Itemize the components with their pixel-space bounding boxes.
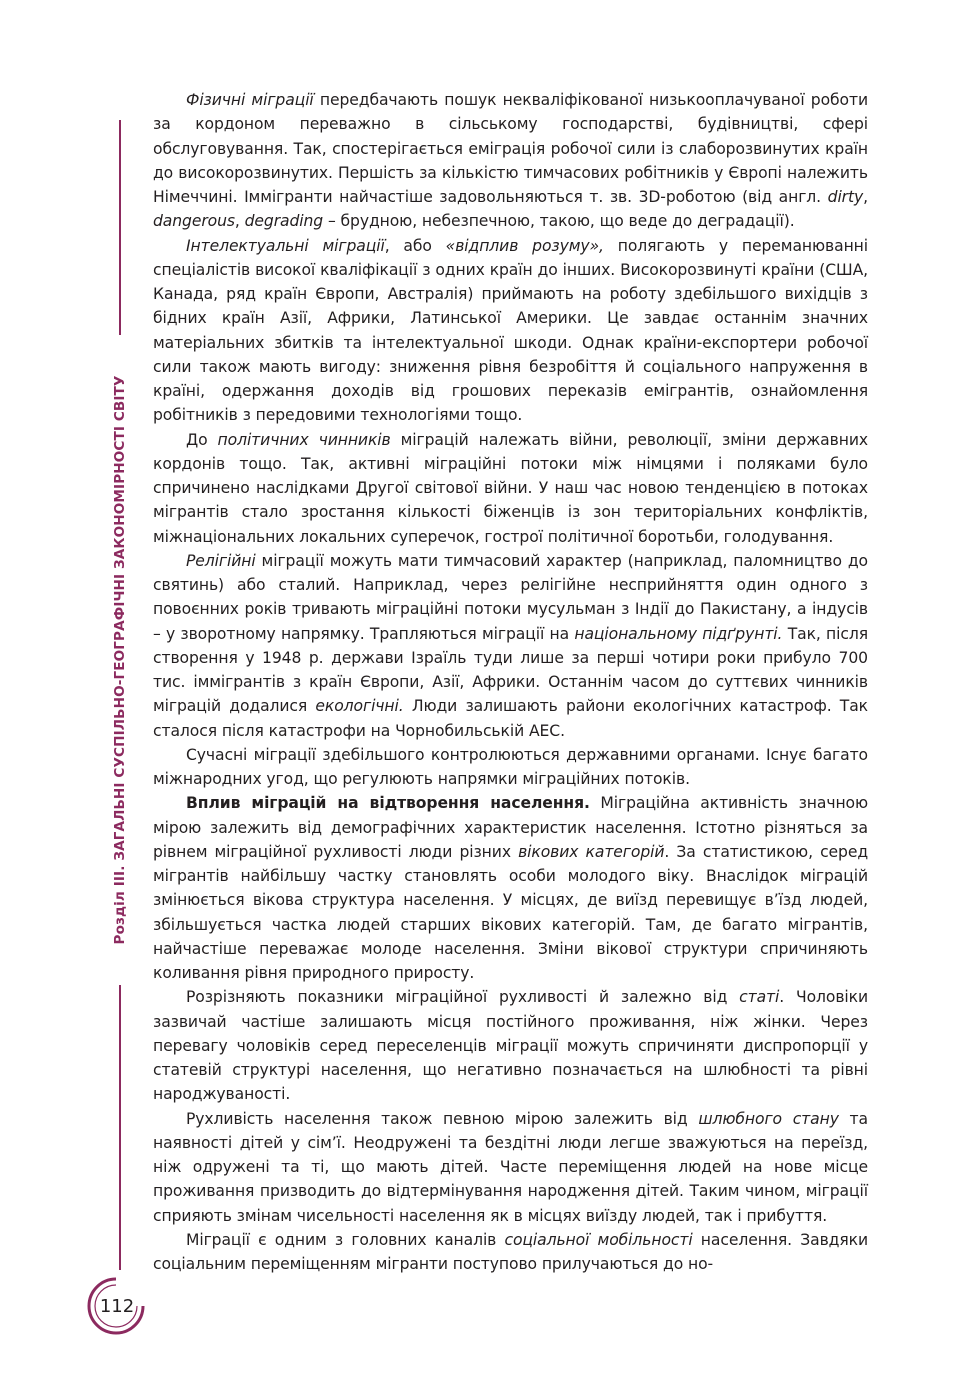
italic-run: Фізичні міграції (186, 91, 314, 109)
italic-run: «відплив розуму», (445, 236, 604, 255)
paragraph (153, 985, 868, 1106)
italic-run: Релігійні (186, 551, 256, 570)
text-run: Розрізняють показники міграційної рухливості й залежно від (186, 988, 740, 1007)
text-run: Міграції є одним з головних каналів (186, 1230, 505, 1249)
body-text (153, 88, 868, 1276)
paragraph (153, 428, 868, 549)
text-run: Люди залишають райони екологічних катастроф. Так сталося після катастрофи на Чорнобильській АЕС. (153, 697, 868, 740)
paragraph (153, 234, 868, 428)
italic-run: національному підґрунті. (574, 624, 783, 643)
text-run: та наявності дітей у сім’ї. Неодружені та бездітні люди легше зважуються на переїзд, ніж одружені та ті, що мають дітей. Часте переміщення людей на нове місце проживання призводить до відтермінування народження дітей. Таким чином, міграції сприяють змінам чисельності населення як в місцях виїзду людей, так і прибуття. (153, 1109, 868, 1225)
text-run: . За статистикою, серед мігрантів найбільшу частку становлять особи молодого віку. Внаслідок міграцій змінюється вікова структура населення. У місцях, де виїзд перевищує в’їзд людей, збільшується частка людей старших вікових категорій. Там, де багато мігрантів, найчастіше переважає молоде населення. Зміни вікової структури спричиняють коливання рівня природного приросту. (153, 842, 869, 982)
paragraph (153, 1107, 868, 1228)
text-run: Так, після створення у 1948 р. держави Ізраїль туди лише за перші чотири роки прибуло 700 тис. іммігрантів з країн Європи, Азії, Африки. Останнім часом до суттєвих чинників міграцій додалися (153, 624, 868, 716)
side-rule-top (119, 120, 121, 335)
paragraph (153, 88, 868, 234)
text-run: , (234, 212, 245, 231)
italic-run: Інтелектуальні міграції (186, 236, 385, 255)
text-run: Сучасні міграції здебільшого контролюються державними органами. Існує багато міжнародних угод, що регулюють напрямки міграційних потоків. (153, 745, 868, 788)
paragraph (153, 791, 868, 985)
italic-run: dirty (827, 188, 864, 206)
italic-run: dangerous (153, 212, 235, 231)
italic-run: соціальної мобільності (504, 1230, 693, 1249)
text-run: передбачають пошук некваліфікованої низькооплачуваної роботи за кордоном переважно в сільському господарстві, будівництві, сфері обслуговування. Так, спостерігається еміграція робочої сили із слаборозвинутих країн до високорозвинутих. Першість за кількістю тимчасових робітників у Європі належить Німеччині. Іммігранти найчастіше задовольняються т. зв. 3D-роботою (від англ. (153, 91, 868, 206)
text-run: населення. Завдяки соціальним переміщенням мігранти поступово прилучаються до но- (153, 1230, 868, 1273)
italic-run: статі (739, 988, 780, 1007)
text-run: полягають у переманюванні спеціалістів високої кваліфікації з одних країн до інших. Високорозвинуті країни (США, Канада, ряд країн Європи, Австралія) приймають на роботу здебільшого вихідців з бідних країн Азії, Африки, Латинської Америки. Це завдає останнім значних матеріальних збитків та інтелектуальної шкоди. Однак країни-експортери робочої сили також мають вигоду: зниження рівня безробіття й соціального напруження в країні, одержання доходів від грошових переказів емігрантів, ознайомлення робітників з передовими технологіями тощо. (153, 236, 868, 425)
italic-run: політичних чинників (217, 430, 391, 449)
text-run: Міграційна активність значною мірою залежить від демографічних характеристик населення. Істотно різняться за рівнем міграційної рухливості люди різних (153, 794, 869, 861)
page-number: 112 (99, 1295, 135, 1317)
paragraph (153, 549, 868, 743)
text-run: До (186, 430, 218, 449)
text-run: міграцій належать війни, революції, зміни державних кордонів тощо. Так, активні міграційні потоки між німцями і поляками було спричинено наслідками Другої світової війни. У наш час новою тенденцією в потоках мігрантів стало зростання кількості біженців із зон територіальних конфліктів, міжнаціональних локальних суперечок, гострої політичної боротьби, голодування. (153, 430, 868, 546)
section-title-vertical: Розділ ІІІ. ЗАГАЛЬНІ СУСПІЛЬНО-ГЕОГРАФІЧНІ ЗАКОНОМІРНОСТІ СВІТУ (112, 375, 128, 945)
text-run: Рухливість населення також певною мірою залежить від (186, 1109, 699, 1128)
bold-run: Вплив міграцій на відтворення населення. (186, 794, 590, 813)
italic-run: вікових категорій (518, 842, 665, 861)
text-run: міграції можуть мати тимчасовий характер (наприклад, паломництво до святинь) або сталий. Наприклад, через релігійне несприйняття один одного з повоєнних років тривають міграційні потоки мусульман з Індії до Пакистану, а індусів – у зворотному напрямку. Трапляються міграції на (153, 551, 868, 643)
paragraph (153, 1228, 868, 1277)
text-run: , (863, 188, 868, 206)
italic-run: екологічні. (315, 697, 404, 716)
text-run: . Чоловіки зазвичай частіше залишають місця постійного проживання, ніж жінки. Через перевагу чоловіків серед переселенців міграції можуть спричиняти диспропорції у статевій структурі населення, що негативно позначається на шлюбності та рівні народжуваності. (153, 988, 868, 1104)
paragraph (153, 743, 868, 792)
text-run: – брудною, небезпечною, такою, що веде до деградації). (323, 212, 795, 231)
side-rule-bottom (119, 985, 121, 1270)
italic-run: degrading (244, 212, 324, 231)
italic-run: шлюбного стану (698, 1109, 839, 1128)
text-run: , або (384, 236, 446, 255)
